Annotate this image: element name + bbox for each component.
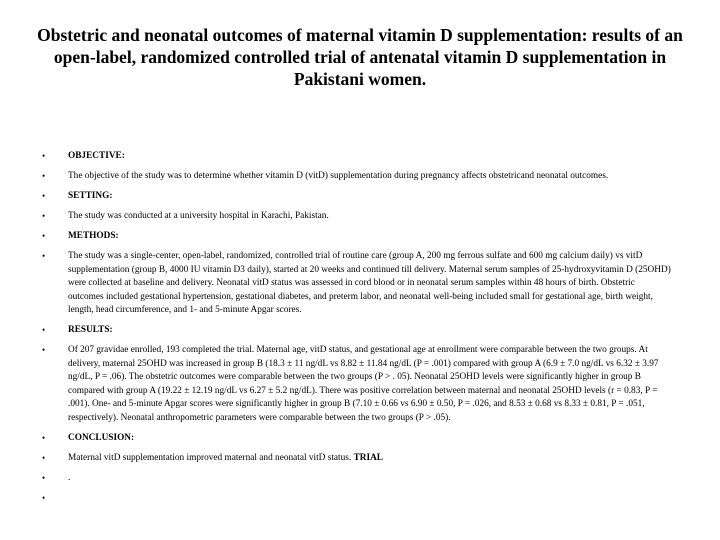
setting-text: The study was conducted at a university hospital in Karachi, Pakistan. — [68, 211, 329, 221]
list-item — [42, 210, 672, 224]
bullet-icon: • — [42, 472, 46, 483]
conclusion-text: Maternal vitD supplementation improved maternal and neonatal vitD status. — [68, 452, 354, 463]
list-item — [42, 190, 672, 204]
bullet-icon: • — [42, 325, 46, 335]
results-heading: RESULTS: — [68, 325, 113, 335]
list-item — [42, 452, 672, 466]
list-item — [42, 230, 672, 244]
bullet-icon: • — [42, 231, 46, 241]
bullet-icon: • — [42, 151, 46, 161]
bullet-icon: • — [42, 171, 46, 181]
slide-title: Obstetric and neonatal outcomes of maternal vitamin D supplementation: results of an open-label, randomized controlled trial of antenatal vitamin D supplementation in Pakistani women. — [37, 25, 683, 89]
list-item — [42, 250, 672, 318]
list-item — [42, 170, 672, 184]
setting-heading: SETTING: — [68, 191, 113, 201]
trailing-text: . — [68, 472, 71, 483]
methods-heading: METHODS: — [68, 231, 119, 241]
list-item — [42, 472, 672, 486]
bullet-icon: • — [42, 432, 46, 443]
objective-text: The objective of the study was to determine whether vitamin D (vitD) supplementation during pregnancy affects obstetricand neonatal outcomes. — [68, 171, 609, 181]
list-item — [42, 344, 672, 425]
conclusion-heading: CONCLUSION: — [68, 432, 135, 443]
results-text: Of 207 gravidae enrolled, 193 completed the trial. Maternal age, vitD status, and gestational age at enrollment were comparable between the two groups. At delivery, maternal 25OHD was increased in group B (18.3 ± 11 ng/dL vs 8.82 ± 11.84 ng/dL (P = .001) compared with group A (6.9 ± 7.0 ng/dL vs 6.32 ± 3.97 ng/dL, P = .06). The obstetric outcomes were comparable between the two groups (P > . 05). Neonatal 25OHD levels were significantly higher in group B compared with group A (19.22 ± 12.19 ng/dL vs 6.27 ± 5.2 ng/dL). There was positive correlation between maternal and neonatal 25OHD levels (r = 0.83, P = .001). One- and 5-minute Apgar scores were significantly higher in group B (7.10 ± 0.66 vs 6.90 ± 0.50, P = .026, and 8.53 ± 0.68 vs 8.33 ± 0.81, P = .051, respectively). Neonatal anthropometric parameters were comparable between the two groups (P > .05). — [68, 345, 659, 423]
bullet-icon: • — [42, 251, 46, 261]
objective-heading: OBJECTIVE: — [68, 151, 125, 161]
list-item — [42, 150, 672, 164]
bullet-icon: • — [42, 492, 46, 503]
conclusion-tail: TRIAL — [353, 452, 384, 463]
list-item — [42, 432, 672, 446]
methods-text: The study was a single-center, open-label, randomized, controlled trial of routine care (group A, 200 mg ferrous sulfate and 600 mg calcium daily) vs vitD supplementation (group B, 4000 IU vitamin D3 daily), started at 20 weeks and continued till delivery. Maternal serum samples of 25-hydroxyvitamin D (25OHD) were collected at baseline and delivery. Neonatal vitD status was assessed in cord blood or in neonatal serum samples within 48 hours of birth. Obstetric outcomes included gestational hypertension, gestational diabetes, and preterm labor, and neonatal well-being included small for gestational age, birth weight, length, head circumference, and 1- and 5-minute Apgar scores. — [68, 251, 671, 315]
list-item — [42, 324, 672, 338]
bullet-icon: • — [42, 345, 46, 355]
bullet-list — [42, 150, 672, 503]
bullet-icon: • — [42, 452, 46, 463]
bullet-icon: • — [42, 211, 46, 221]
bullet-icon: • — [42, 191, 46, 201]
